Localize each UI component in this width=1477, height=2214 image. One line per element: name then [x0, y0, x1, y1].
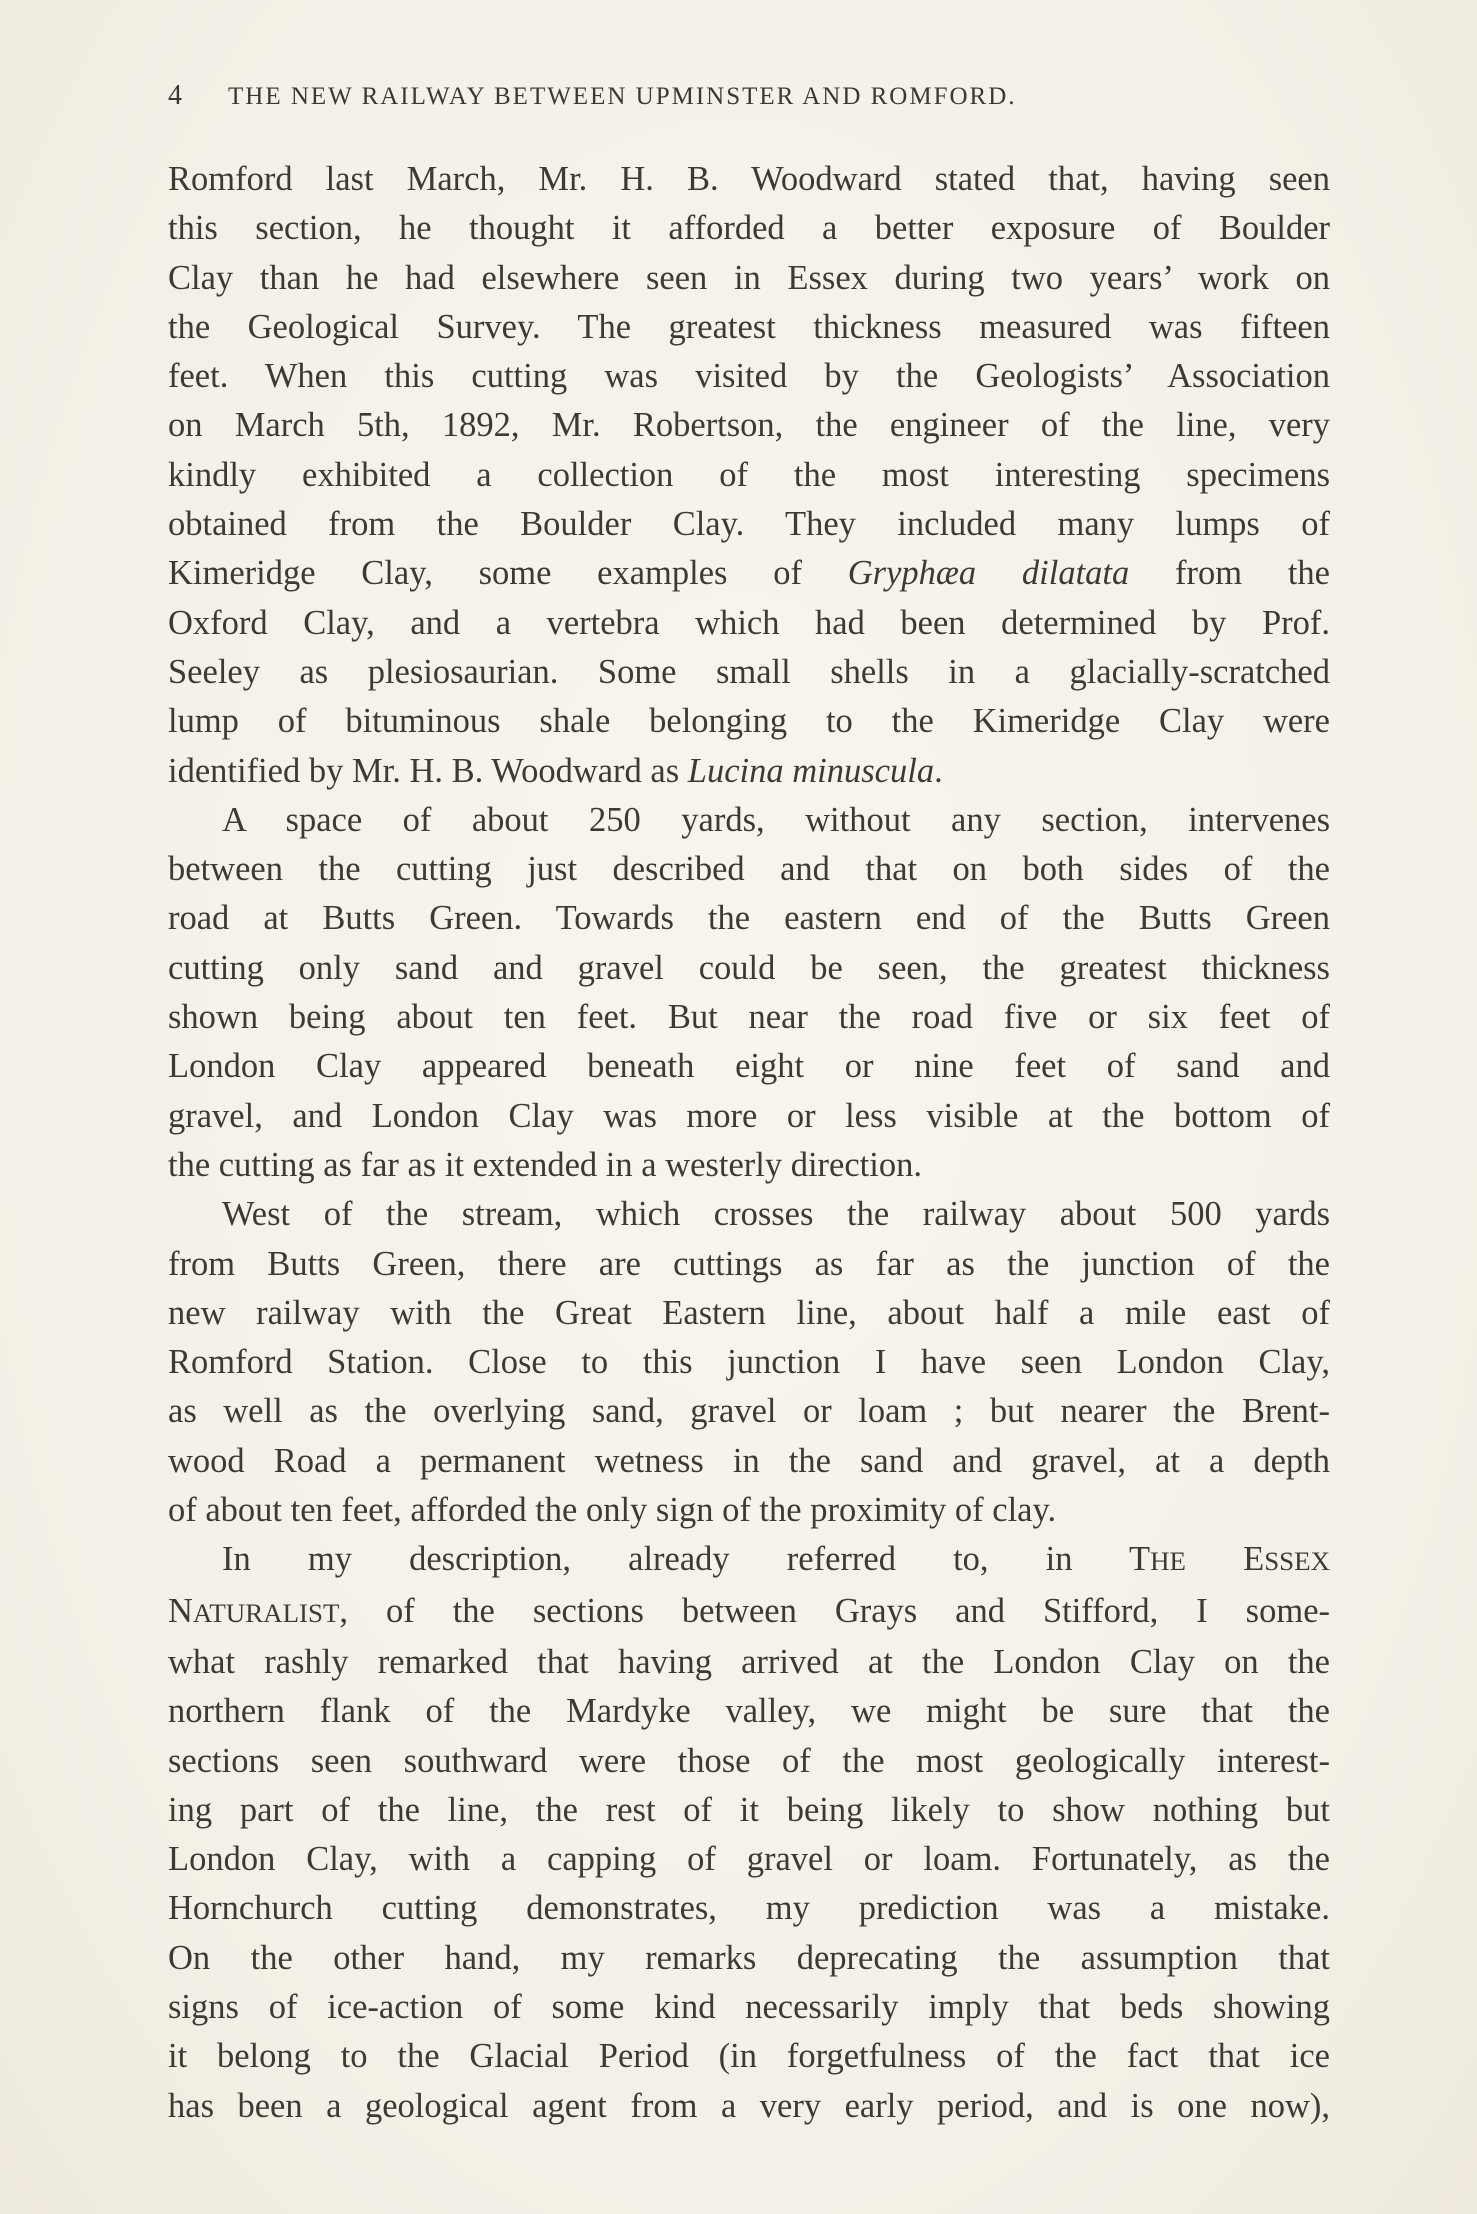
text-line: Oxford Clay, and a vertebra which had been determined by Prof. [168, 603, 1330, 642]
text-line: feet. When this cutting was visited by the Geologists’ Association [168, 357, 1330, 396]
text-line: of about ten feet, afforded the only sign of the proximity of clay. [168, 1491, 1057, 1530]
body-text [168, 155, 1330, 2131]
text-line: Romford last March, Mr. H. B. Woodward stated that, having seen [168, 160, 1330, 198]
text-line: on March 5th, 1892, Mr. Robertson, the engineer of the line, very [168, 406, 1330, 445]
text-line: In my description, already referred to, in THE ESSEX [222, 1540, 1330, 1579]
text-line: road at Butts Green. Towards the eastern end of the Butts Green [168, 899, 1330, 938]
text-line: Clay than he had elsewhere seen in Essex during two years’ work on [168, 258, 1330, 297]
text-line: from Butts Green, there are cuttings as far as the junction of the [168, 1244, 1330, 1283]
text-line: the cutting as far as it extended in a westerly direction. [168, 1145, 922, 1184]
text-line: Seeley as plesiosaurian. Some small shells in a glacially-scratched [168, 652, 1330, 691]
text-line: On the other hand, my remarks deprecating the assumption that [168, 1938, 1330, 1977]
text-line: London Clay, with a capping of gravel or loam. Fortunately, as the [168, 1840, 1330, 1879]
text-line: obtained from the Boulder Clay. They included many lumps of [168, 505, 1330, 544]
text-line: the Geological Survey. The greatest thickness measured was fifteen [168, 307, 1330, 346]
text-line: cutting only sand and gravel could be seen, the greatest thickness [168, 948, 1330, 987]
text-line: between the cutting just described and that on both sides of the [168, 850, 1330, 889]
text-line: gravel, and London Clay was more or less visible at the bottom of [168, 1096, 1330, 1135]
text-line: kindly exhibited a collection of the most interesting specimens [168, 455, 1330, 494]
text-line: new railway with the Great Eastern line, about half a mile east of [168, 1293, 1330, 1332]
text-line: as well as the overlying sand, gravel or loam ; but nearer the Brent- [168, 1392, 1330, 1431]
text-line: shown being about ten feet. But near the road five or six feet of [168, 998, 1330, 1037]
text-line: West of the stream, which crosses the railway about 500 yards [222, 1195, 1330, 1234]
text-line: wood Road a permanent wetness in the sand and gravel, at a depth [168, 1441, 1330, 1480]
text-line: sections seen southward were those of the most geologically interest- [168, 1741, 1330, 1780]
text-line: this section, he thought it afforded a better exposure of Boulder [168, 209, 1330, 248]
text-line: identified by Mr. H. B. Woodward as Lucina minuscula. [168, 751, 943, 790]
text-line: Hornchurch cutting demonstrates, my prediction was a mistake. [168, 1889, 1330, 1928]
text-line: lump of bituminous shale belonging to the Kimeridge Clay were [168, 702, 1330, 741]
text-line: what rashly remarked that having arrived at the London Clay on the [168, 1642, 1330, 1681]
text-line: London Clay appeared beneath eight or nine feet of sand and [168, 1047, 1330, 1086]
text-line: NATURALIST, of the sections between Grays and Stifford, I some- [168, 1591, 1330, 1630]
text-line: signs of ice-action of some kind necessarily imply that beds showing [168, 1987, 1330, 2026]
page-number: 4 [168, 80, 182, 111]
text-line: has been a geological agent from a very early period, and is one now), [168, 2086, 1330, 2125]
text-line: A space of about 250 yards, without any section, intervenes [222, 800, 1330, 839]
text-line: it belong to the Glacial Period (in forgetfulness of the fact that ice [168, 2037, 1330, 2076]
text-line: northern flank of the Mardyke valley, we might be sure that the [168, 1692, 1330, 1731]
text-line: Romford Station. Close to this junction I have seen London Clay, [168, 1343, 1330, 1382]
text-line: Kimeridge Clay, some examples of Gryphæa dilatata from the [168, 554, 1330, 593]
text-line: ing part of the line, the rest of it being likely to show nothing but [168, 1790, 1330, 1829]
running-header [168, 80, 1318, 112]
running-title: THE NEW RAILWAY BETWEEN UPMINSTER AND ROMFORD. [228, 83, 1017, 110]
